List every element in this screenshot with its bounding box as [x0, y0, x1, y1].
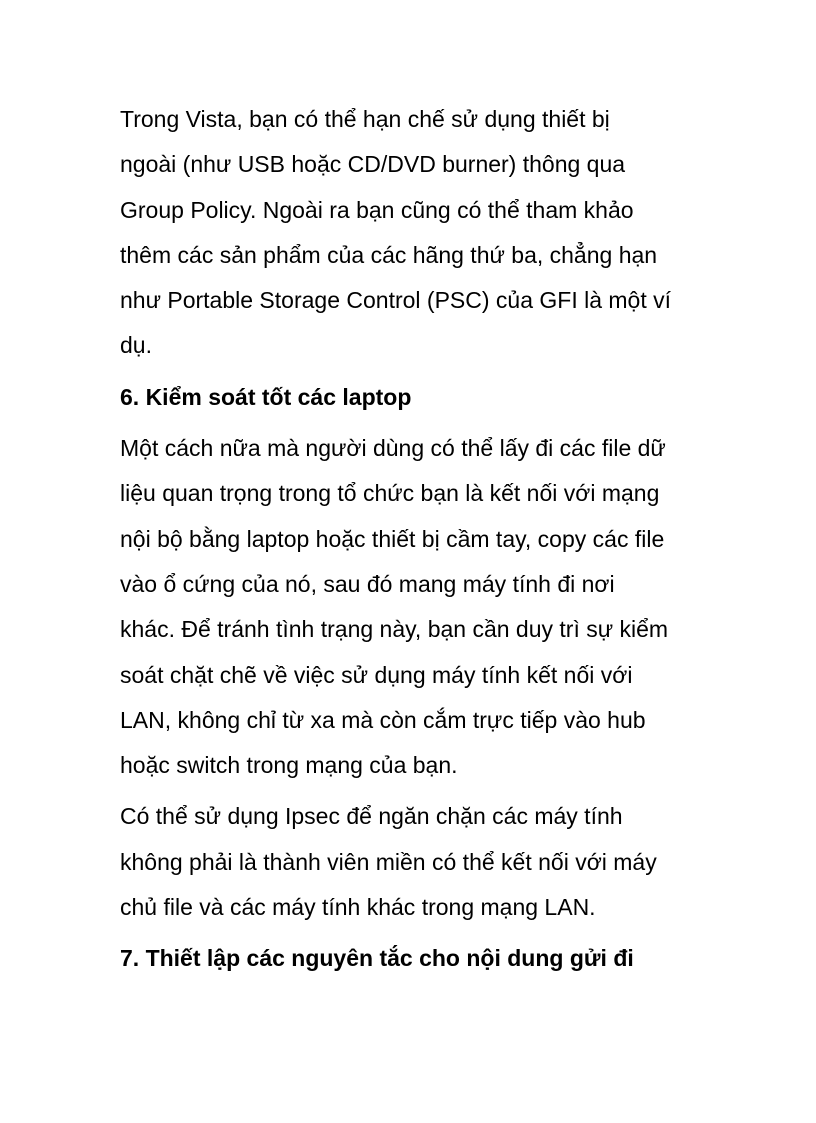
text-line: Có thể sử dụng Ipsec để ngăn chặn các máy tính	[120, 803, 623, 830]
text-line: soát chặt chẽ về việc sử dụng máy tính kết nối với	[120, 661, 633, 688]
paragraph-laptop-control	[120, 426, 700, 788]
section-heading-7: 7. Thiết lập các nguyên tắc cho nội dung gửi đi	[120, 945, 634, 972]
paragraph-vista-device-restriction	[120, 97, 700, 369]
text-line: nội bộ bằng laptop hoặc thiết bị cầm tay, copy các file	[120, 525, 665, 552]
text-line: khác. Để tránh tình trạng này, bạn cần duy trì sự kiểm	[120, 616, 669, 643]
text-line: hoặc switch trong mạng của bạn.	[120, 752, 458, 779]
text-line: liệu quan trọng trong tổ chức bạn là kết nối với mạng	[120, 480, 660, 507]
text-line: chủ file và các máy tính khác trong mạng LAN.	[120, 894, 596, 921]
text-line: dụ.	[120, 332, 152, 359]
paragraph-ipsec	[120, 794, 700, 930]
text-line: Group Policy. Ngoài ra bạn cũng có thể tham khảo	[120, 196, 634, 223]
text-line: như Portable Storage Control (PSC) của GFI là một ví	[120, 287, 672, 314]
document-page	[120, 97, 700, 982]
text-line: Một cách nữa mà người dùng có thể lấy đi các file dữ	[120, 435, 666, 462]
text-line: ngoài (như USB hoặc CD/DVD burner) thông qua	[120, 151, 626, 178]
text-line: LAN, không chỉ từ xa mà còn cắm trực tiếp vào hub	[120, 706, 646, 733]
text-line: vào ổ cứng của nó, sau đó mang máy tính đi nơi	[120, 570, 615, 597]
text-line: Trong Vista, bạn có thể hạn chế sử dụng thiết bị	[120, 106, 610, 132]
section-heading-6: 6. Kiểm soát tốt các laptop	[120, 383, 412, 410]
text-line: thêm các sản phẩm của các hãng thứ ba, chẳng hạn	[120, 241, 658, 268]
text-line: không phải là thành viên miền có thể kết nối với máy	[120, 848, 657, 875]
